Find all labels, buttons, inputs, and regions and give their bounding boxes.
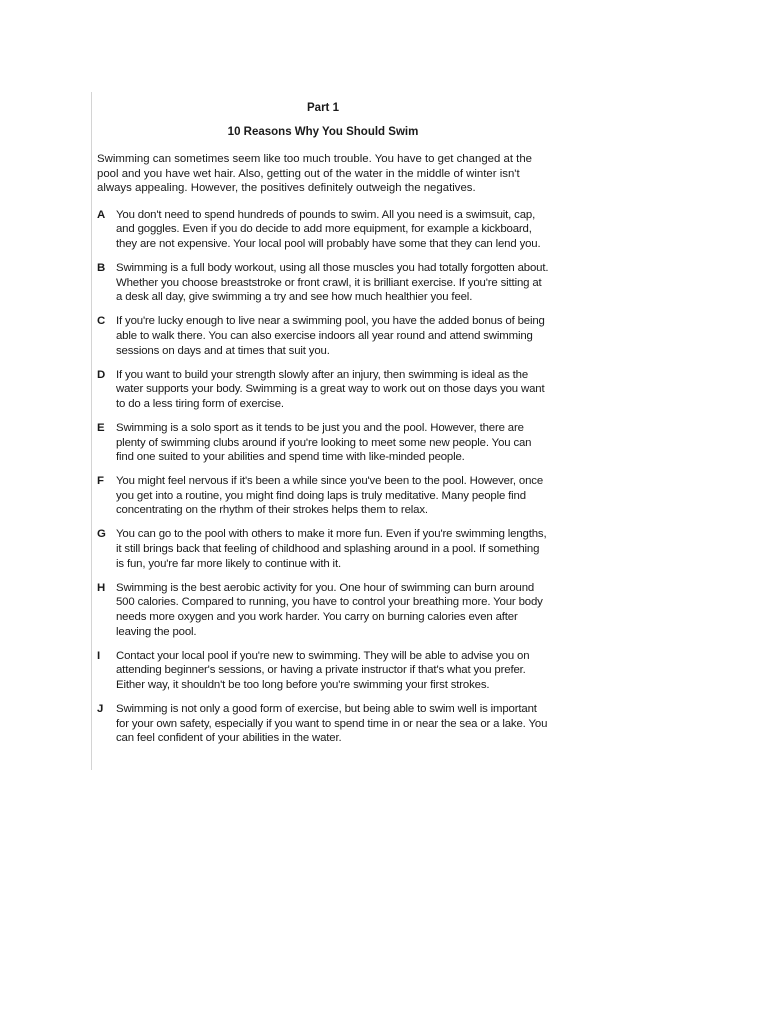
reason-j bbox=[97, 702, 549, 746]
reason-text: Swimming is a full body workout, using all those muscles you had totally forgotten about. Whether you choose breaststroke or front crawl, it is brilliant exercise. If you're sitting at a desk all day, give swimming a try and see how much healthier you feel. bbox=[116, 262, 549, 304]
reason-letter: J bbox=[97, 702, 104, 715]
reason-letter: C bbox=[97, 315, 106, 328]
reason-text: You might feel nervous if it's been a while since you've been to the pool. However, once you get into a routine, you might find doing laps is truly meditative. Many people find concentrating on the rhythm of their strokes helps them to relax. bbox=[116, 475, 544, 517]
reason-h bbox=[97, 581, 549, 639]
reason-letter: D bbox=[97, 368, 106, 381]
reason-a bbox=[97, 208, 549, 252]
reason-letter: F bbox=[97, 475, 104, 488]
reason-letter: H bbox=[97, 581, 106, 594]
reason-text: Swimming is the best aerobic activity for you. One hour of swimming can burn around 500 calories. Compared to running, you have to control your breathing more. Your body needs more oxygen and you work harder. You carry on burning calories even after leaving the pool. bbox=[116, 581, 543, 638]
reason-text: Contact your local pool if you're new to swimming. They will be able to advise you on attending beginner's sessions, or having a private instructor if that's what you prefer. Either way, it shouldn't be too long before you're swimming your first strokes. bbox=[116, 649, 530, 691]
intro-paragraph: Swimming can sometimes seem like too much trouble. You have to get changed at the pool and you have wet hair. Also, getting out of the water in the middle of winter isn't always appealing. However, the positives definitely outweigh the negatives. bbox=[97, 153, 532, 195]
document-title: 10 Reasons Why You Should Swim bbox=[227, 126, 419, 138]
margin-rule bbox=[91, 92, 92, 770]
reason-text: If you're lucky enough to live near a swimming pool, you have the added bonus of being able to walk there. You can also exercise indoors all year round and attend swimming sessions on days and at times that suit you. bbox=[116, 315, 545, 357]
reason-text: Swimming is not only a good form of exercise, but being able to swim well is important for your own safety, especially if you want to spend time in or near the sea or a lake. You can feel confident of your abilities in the water. bbox=[116, 702, 548, 745]
reason-f bbox=[97, 474, 549, 518]
reason-text: You don't need to spend hundreds of pounds to swim. All you need is a swimsuit, cap, and goggles. Even if you do decide to add more equipment, for example a kickboard, they are not expensive. Your local pool will probably have some that they can lend you. bbox=[116, 208, 541, 250]
reason-text: Swimming is a solo sport as it tends to be just you and the pool. However, there are plenty of swimming clubs around if you're looking to meet some new people. You can find one suited to your abilities and spend time with like-minded people. bbox=[116, 421, 532, 464]
reason-b bbox=[97, 261, 549, 305]
reason-letter: E bbox=[97, 421, 105, 434]
reason-letter: B bbox=[97, 262, 106, 275]
reason-d bbox=[97, 368, 549, 412]
document-page bbox=[97, 100, 549, 755]
reason-e bbox=[97, 421, 549, 465]
reason-letter: A bbox=[97, 208, 106, 221]
reason-g bbox=[97, 527, 549, 571]
reason-text: If you want to build your strength slowly after an injury, then swimming is ideal as the water supports your body. Swimming is a great way to work out on those days you want to do a less tiring form of exercise. bbox=[116, 368, 545, 410]
reason-c bbox=[97, 314, 549, 358]
reason-letter: I bbox=[97, 649, 101, 662]
reason-i bbox=[97, 649, 549, 693]
part-label: Part 1 bbox=[307, 102, 339, 114]
reason-text: You can go to the pool with others to make it more fun. Even if you're swimming lengths, it still brings back that feeling of childhood and splashing around in a pool. If something is fun, you're far more likely to continue with it. bbox=[116, 528, 547, 570]
reason-letter: G bbox=[97, 528, 106, 541]
